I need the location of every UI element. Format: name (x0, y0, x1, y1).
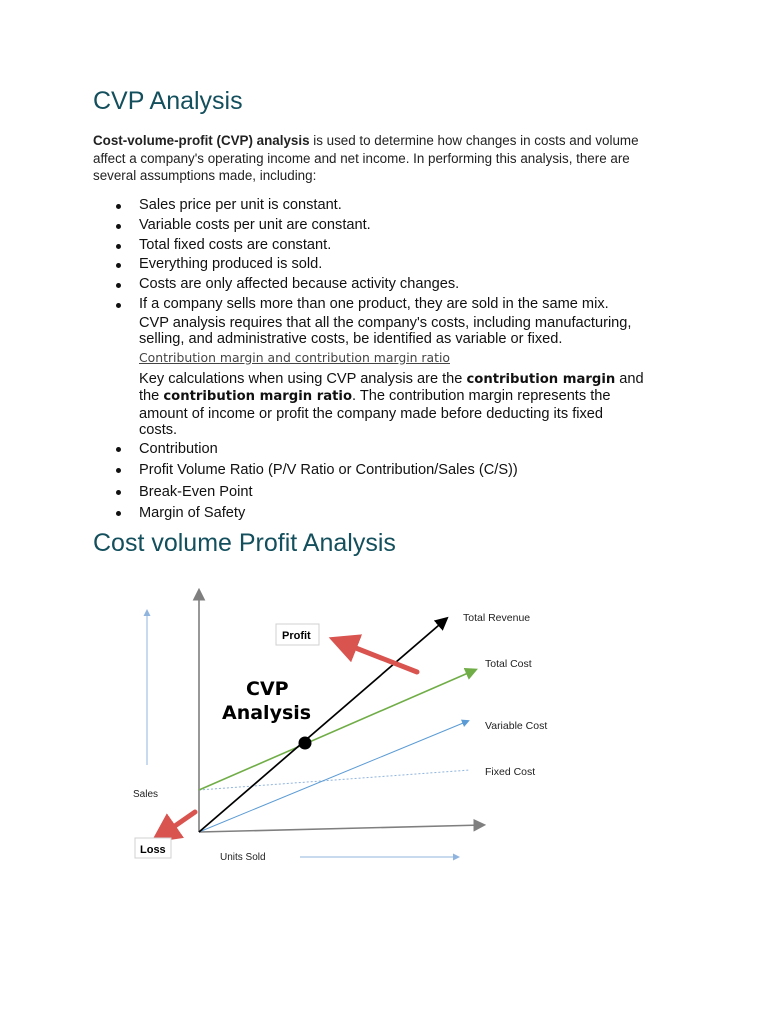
list-item: Total fixed costs are constant. (93, 236, 693, 256)
cvp-requirement-line-2: selling, and administrative costs, be identified as variable or fixed. (139, 331, 563, 348)
y-axis-label: Sales (133, 789, 159, 800)
key-calculations-line-1 (139, 371, 693, 389)
key-calculations-line-3: amount of income or profit the company made before deducting its fixed (139, 405, 604, 422)
variable-cost-line (199, 721, 468, 832)
section-heading-cost-volume-profit: Cost volume Profit Analysis (93, 529, 396, 557)
diagram-title-line-1: CVP (246, 678, 289, 700)
intro-line-2: affect a company's operating income and net income. In performing this analysis, there are (93, 150, 630, 166)
list-item: Margin of Safety (93, 503, 693, 525)
total-cost-label: Total Cost (485, 658, 532, 670)
key-calculations-line-4: costs. (139, 422, 178, 439)
profit-arrow (338, 641, 417, 672)
loss-label: Loss (140, 844, 166, 856)
list-item: Profit Volume Ratio (P/V Ratio or Contribution/Sales (C/S)) (93, 460, 693, 482)
list-item: Everything produced is sold. (93, 255, 693, 275)
key-line-2-end: . The contribution margin represents the (352, 388, 611, 405)
list-item: Sales price per unit is constant. (93, 196, 693, 216)
key-line-2-text: the (139, 388, 164, 405)
assumptions-list (93, 196, 693, 525)
cvp-requirement-line-1: CVP analysis requires that all the company's costs, including manufacturing, (139, 314, 632, 331)
key-calculations-line-2 (139, 388, 693, 406)
list-item-same-mix (93, 295, 693, 439)
contribution-margin-link[interactable]: Contribution margin and contribution margin ratio (139, 349, 450, 365)
break-even-point (299, 737, 312, 750)
x-axis (199, 825, 483, 832)
intro-line-1: is used to determine how changes in costs and volume (309, 133, 639, 148)
page-title: CVP Analysis (93, 87, 243, 115)
profit-label: Profit (282, 630, 311, 642)
total-cost-line (199, 670, 475, 790)
list-item: Contribution (93, 439, 693, 461)
intro-line-3: several assumptions made, including: (93, 168, 317, 183)
list-item: Variable costs per unit are constant. (93, 216, 693, 236)
key-term-contribution-margin-ratio: contribution margin ratio (163, 389, 352, 405)
total-revenue-line (199, 619, 446, 832)
key-line-1-text: Key calculations when using CVP analysis are the (139, 370, 467, 387)
diagram-title-line-2: Analysis (222, 702, 312, 724)
key-term-contribution-margin: contribution margin (466, 371, 616, 387)
intro-bold-term: Cost-volume-profit (CVP) analysis (93, 133, 310, 148)
x-axis-label: Units Sold (220, 852, 266, 863)
total-revenue-label: Total Revenue (463, 612, 531, 624)
cvp-diagram-svg (125, 575, 548, 875)
loss-arrow (159, 812, 195, 837)
fixed-cost-label: Fixed Cost (485, 766, 536, 778)
key-line-1-end: and (615, 370, 644, 387)
cvp-diagram (125, 575, 548, 875)
same-mix-text: If a company sells more than one product, they are sold in the same mix. (139, 295, 609, 312)
list-item: Costs are only affected because activity changes. (93, 275, 693, 295)
intro-paragraph (93, 132, 683, 185)
variable-cost-label: Variable Cost (485, 720, 548, 732)
list-item: Break-Even Point (93, 482, 693, 504)
